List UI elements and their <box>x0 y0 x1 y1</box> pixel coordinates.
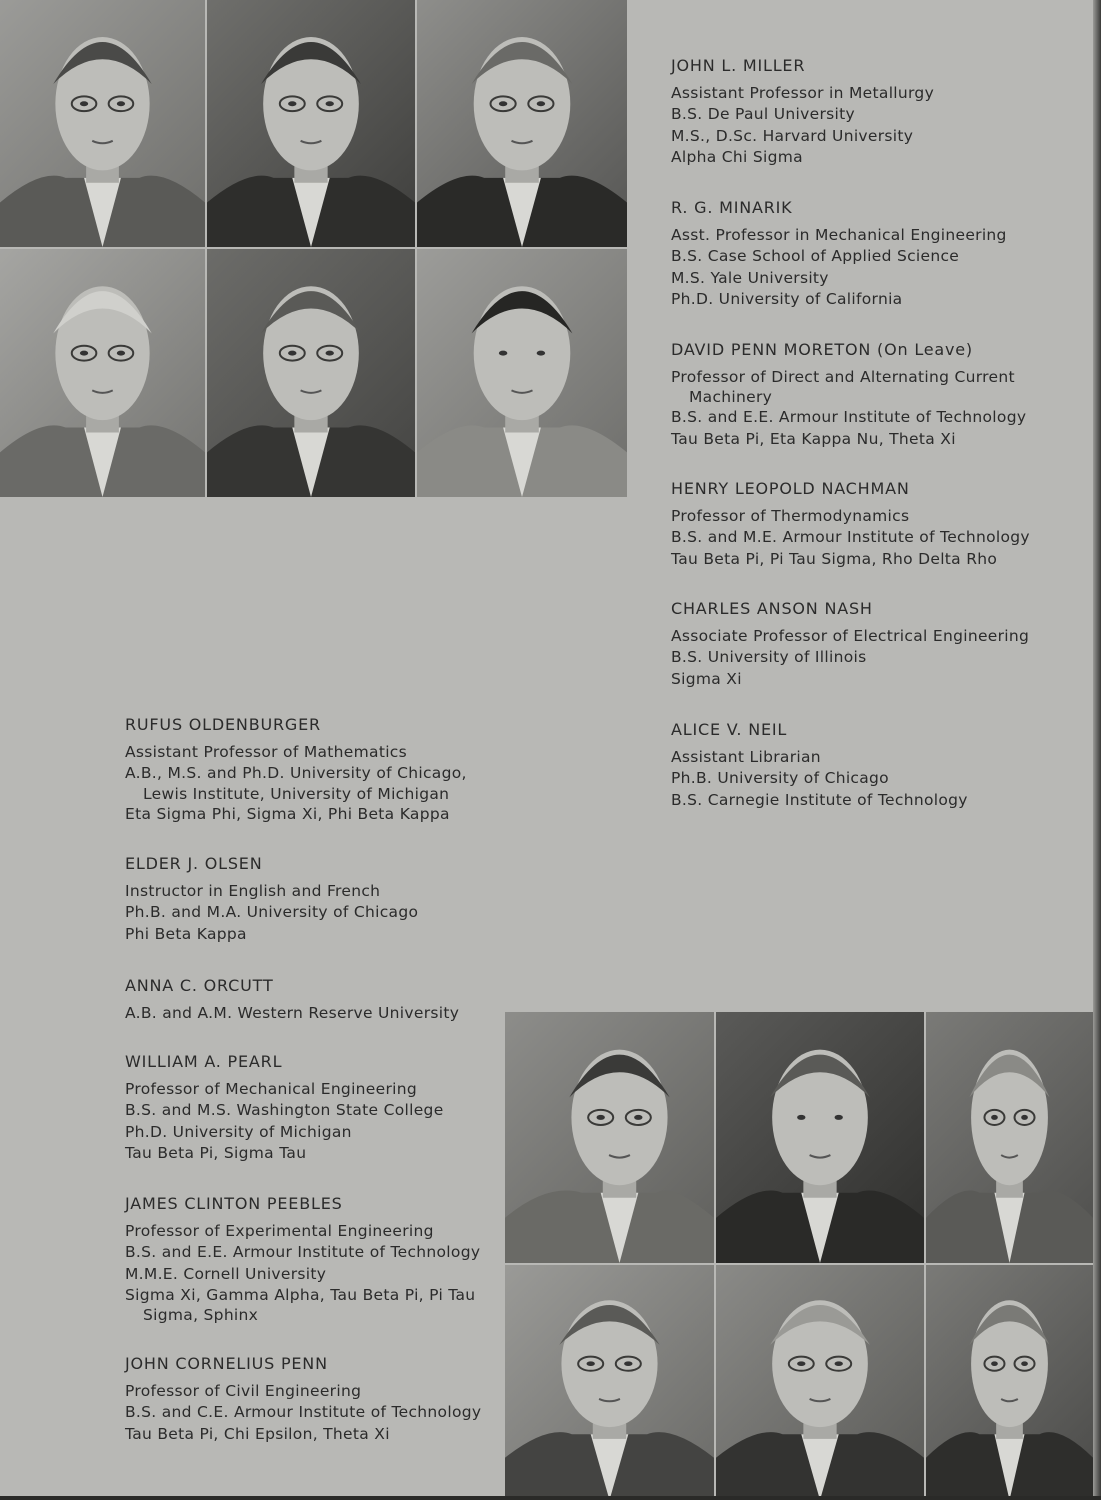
faculty-detail-line: Professor of Direct and Alternating Current <box>671 368 1015 386</box>
portrait-photo <box>716 1265 924 1500</box>
faculty-name: WILLIAM A. PEARL <box>125 1052 283 1071</box>
faculty-detail-line: Associate Professor of Electrical Engineering <box>671 627 1030 645</box>
faculty-detail-line: Asst. Professor in Mechanical Engineering <box>671 226 1007 244</box>
faculty-entry <box>125 1194 480 1325</box>
faculty-detail-line: B.S. Case School of Applied Science <box>671 247 960 266</box>
faculty-entry <box>671 720 968 811</box>
faculty-detail-line: B.S. and M.S. Washington State College <box>125 1101 444 1120</box>
faculty-detail-line: Alpha Chi Sigma <box>671 147 803 166</box>
faculty-detail-line: B.S. and M.E. Armour Institute of Technology <box>671 528 1030 547</box>
faculty-detail-line: Professor of Experimental Engineering <box>125 1222 434 1240</box>
faculty-detail-line: B.S. De Paul University <box>671 105 855 124</box>
faculty-detail-line: A.B., M.S. and Ph.D. University of Chicago, <box>125 764 467 783</box>
portrait-photo <box>207 0 415 247</box>
faculty-name: JOHN CORNELIUS PENN <box>125 1354 328 1373</box>
faculty-detail-line: Sigma Xi <box>671 669 742 688</box>
faculty-entry <box>125 1354 481 1445</box>
faculty-name: CHARLES ANSON NASH <box>671 599 873 618</box>
faculty-entry <box>125 976 459 1024</box>
faculty-detail-line: B.S. and E.E. Armour Institute of Technology <box>671 408 1027 427</box>
faculty-entry <box>671 198 1007 310</box>
faculty-detail-line: Instructor in English and French <box>125 882 381 900</box>
faculty-detail-line: M.S., D.Sc. Harvard University <box>671 126 914 145</box>
page-bottom-edge <box>0 1496 1101 1500</box>
faculty-name: JOHN L. MILLER <box>671 56 806 75</box>
faculty-name: HENRY LEOPOLD NACHMAN <box>671 479 910 498</box>
faculty-detail-line: A.B. and A.M. Western Reserve University <box>125 1004 460 1022</box>
page-binding-edge <box>1093 0 1101 1500</box>
portrait-photo <box>505 1265 714 1500</box>
faculty-detail-line: Assistant Librarian <box>671 748 821 766</box>
portrait-photo <box>0 249 205 497</box>
faculty-detail-line: B.S. Carnegie Institute of Technology <box>671 790 968 809</box>
faculty-detail-line: Professor of Thermodynamics <box>671 507 910 525</box>
faculty-detail-line: Ph.D. University of Michigan <box>125 1122 352 1141</box>
faculty-name: ALICE V. NEIL <box>671 720 788 739</box>
faculty-detail-line: B.S. and C.E. Armour Institute of Technology <box>125 1403 482 1422</box>
faculty-name: JAMES CLINTON PEEBLES <box>125 1194 343 1213</box>
faculty-detail-line: Tau Beta Pi, Eta Kappa Nu, Theta Xi <box>671 429 956 448</box>
faculty-name: DAVID PENN MORETON (On Leave) <box>671 340 973 359</box>
faculty-detail-line: Sigma, Sphinx <box>143 1306 259 1325</box>
faculty-name: RUFUS OLDENBURGER <box>125 715 321 734</box>
faculty-detail-line: Ph.B. University of Chicago <box>671 769 889 788</box>
faculty-entry <box>671 479 1030 570</box>
portrait-photo <box>0 0 205 247</box>
faculty-detail-line: B.S. University of Illinois <box>671 648 867 667</box>
faculty-detail-line: Assistant Professor in Metallurgy <box>671 84 935 102</box>
faculty-detail-line: Ph.D. University of California <box>671 289 903 308</box>
faculty-entry <box>125 854 418 945</box>
faculty-name: ANNA C. ORCUTT <box>125 976 274 995</box>
faculty-detail-line: Lewis Institute, University of Michigan <box>143 784 450 803</box>
portrait-photo <box>716 1012 924 1263</box>
portrait-photo <box>926 1265 1093 1500</box>
faculty-detail-line: Tau Beta Pi, Sigma Tau <box>125 1143 307 1162</box>
faculty-entry <box>125 715 467 825</box>
faculty-detail-line: M.S. Yale University <box>671 268 829 287</box>
faculty-detail-line: Tau Beta Pi, Pi Tau Sigma, Rho Delta Rho <box>671 549 998 568</box>
faculty-entry <box>125 1052 444 1164</box>
faculty-detail-line: B.S. and E.E. Armour Institute of Technology <box>125 1243 481 1262</box>
faculty-detail-line: Ph.B. and M.A. University of Chicago <box>125 903 419 922</box>
portrait-photo <box>926 1012 1093 1263</box>
faculty-detail-line: Tau Beta Pi, Chi Epsilon, Theta Xi <box>125 1424 390 1443</box>
faculty-detail-line: Professor of Civil Engineering <box>125 1382 362 1400</box>
faculty-name: ELDER J. OLSEN <box>125 854 263 873</box>
portrait-photo <box>417 0 627 247</box>
faculty-detail-line: M.M.E. Cornell University <box>125 1264 327 1283</box>
faculty-detail-line: Professor of Mechanical Engineering <box>125 1080 418 1098</box>
faculty-detail-line: Assistant Professor of Mathematics <box>125 743 408 761</box>
faculty-entry <box>671 599 1029 690</box>
faculty-entry <box>671 56 934 168</box>
faculty-detail-line: Eta Sigma Phi, Sigma Xi, Phi Beta Kappa <box>125 804 450 823</box>
portrait-photo <box>417 249 627 497</box>
faculty-detail-line: Phi Beta Kappa <box>125 924 247 943</box>
portrait-photo <box>505 1012 714 1263</box>
faculty-entry <box>671 340 1026 450</box>
portrait-photo <box>207 249 415 497</box>
faculty-name: R. G. MINARIK <box>671 198 793 217</box>
faculty-detail-line: Machinery <box>689 388 773 407</box>
faculty-detail-line: Sigma Xi, Gamma Alpha, Tau Beta Pi, Pi Tau <box>125 1285 476 1304</box>
